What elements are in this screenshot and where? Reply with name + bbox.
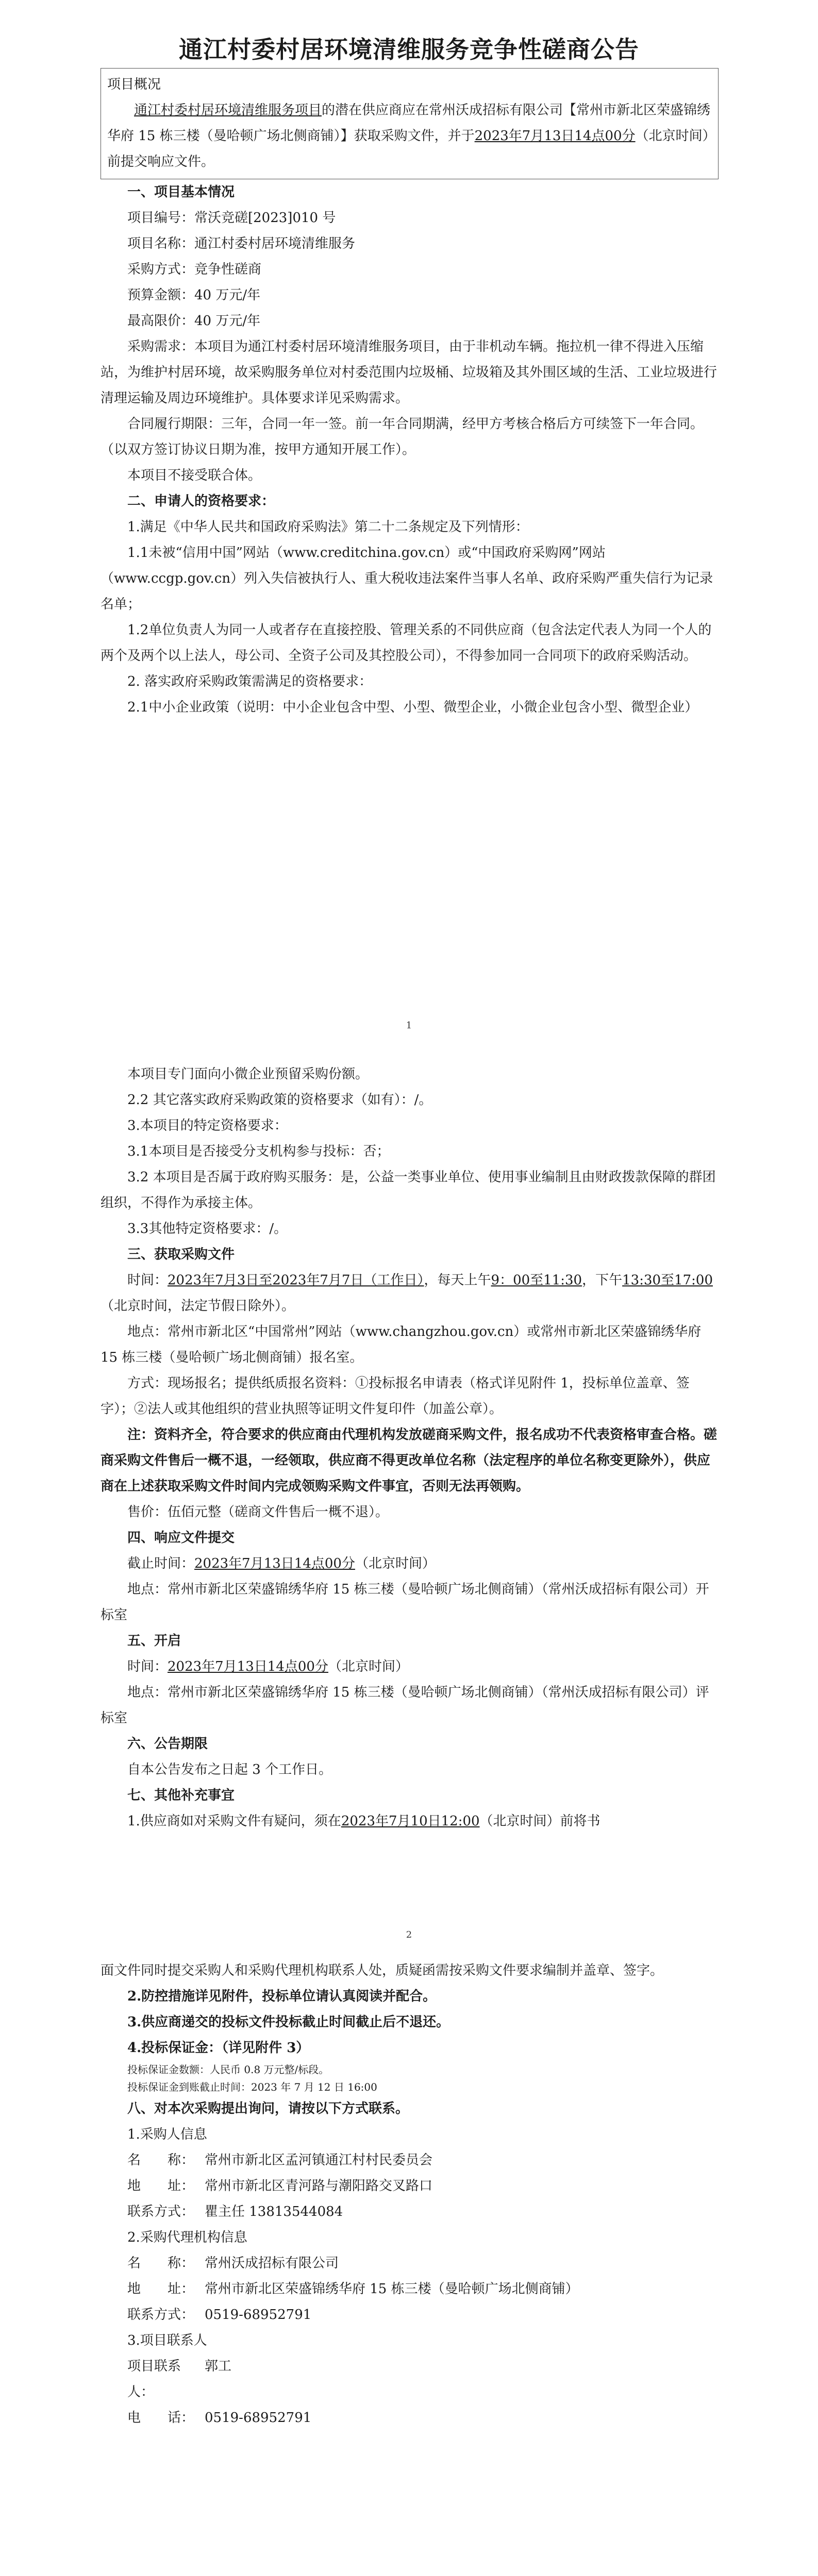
other-2: 2.防控措施详见附件，投标单位请认真阅读并配合。	[127, 1989, 437, 2004]
section-8-heading: 八、对本次采购提出询问，请按以下方式联系。	[127, 2101, 409, 2116]
section-7-heading: 七、其他补充事宜	[127, 1788, 235, 1803]
deposit-amount: 投标保证金数额：人民币 0.8 万元整/标段。	[127, 2063, 329, 2076]
page-number-2: 2	[406, 1929, 412, 1940]
obtain-time	[101, 1267, 717, 1319]
obtain-date-range: 2023年7月3日至2023年7月7日（工作日）	[168, 1273, 424, 1288]
qual-2-1-cont: 本项目专门面向小微企业预留采购份额。	[127, 1066, 369, 1082]
buyer-name: 常州市新北区孟河镇通江村村民委员会	[205, 2153, 433, 2168]
budget-amount: 预算金额：40 万元/年	[127, 287, 261, 303]
page-3	[101, 1958, 717, 2431]
page-title: 通江村委村居环境清维服务竞争性磋商公告	[179, 36, 639, 63]
notice-period: 自本公告发布之日起 3 个工作日。	[127, 1762, 332, 1777]
procurement-need: 采购需求：本项目为通江村委村居环境清维服务项目，由于非机动车辆。拖拉机一律不得进入压缩站，为维护村居环境，故采购服务单位对村委范围内垃圾桶、垃圾箱及其外围区域的生活、工业垃圾进行清理运输及周边环境维护。具体要求详见采购需求。	[101, 339, 717, 406]
page-1	[101, 31, 717, 65]
qual-2-1: 2.1中小企业政策（说明：中小企业包含中型、小型、微型企业，小微企业包含小型、微型企业）	[127, 700, 698, 715]
obtain-time-mid-1: ，每天上午	[424, 1273, 491, 1288]
section-4-heading: 四、响应文件提交	[127, 1530, 235, 1546]
procurement-method: 采购方式：竞争性磋商	[127, 262, 262, 277]
qual-2: 2. 落实政府采购政策需满足的资格要求：	[127, 674, 373, 689]
project-phone-row	[127, 2405, 717, 2431]
agency-address: 常州市新北区荣盛锦绣华府 15 栋三楼（曼哈顿广场北侧商铺）	[205, 2281, 579, 2297]
agency-info-title: 2.采购代理机构信息	[127, 2230, 247, 2245]
obtain-morning: 9：00至11:30	[491, 1273, 582, 1288]
section-2-heading: 二、申请人的资格要求：	[127, 494, 275, 509]
qual-1-1: 1.1未被“信用中国”网站（www.creditchina.gov.cn）或“中国政府采购网”网站（www.ccgp.gov.cn）列入失信被执行人、重大税收违法案件当事人名单、政府采购严重失信行为记录名单；	[101, 545, 713, 612]
other-4: 4.投标保证金：（详见附件 3）	[127, 2040, 310, 2056]
agency-name-label: 名 称：	[127, 2256, 195, 2271]
summary-heading: 项目概况	[107, 77, 161, 92]
opening-time-tz: （北京时间）	[328, 1659, 409, 1674]
agency-name: 常州沃成招标有限公司	[205, 2256, 339, 2271]
section-3-heading: 三、获取采购文件	[127, 1247, 235, 1262]
buyer-contact: 瞿主任 13813544084	[205, 2204, 343, 2219]
buyer-info-title: 1.采购人信息	[127, 2127, 207, 2142]
qual-3: 3.本项目的特定资格要求：	[127, 1118, 288, 1133]
inquiry-deadline: 2023年7月10日12:00	[341, 1814, 480, 1829]
buyer-address-label: 地 址：	[127, 2178, 195, 2194]
qual-1-2: 1.2单位负责人为同一人或者存在直接控股、管理关系的不同供应商（包含法定代表人为同一个人的两个及两个以上法人，母公司、全资子公司及其控股公司），不得参加同一合同项下的政府采购活动。	[101, 622, 712, 664]
section-1	[101, 179, 717, 720]
project-contact-label: 项目联系人：	[127, 2359, 181, 2400]
buyer-address: 常州市新北区青河路与潮阳路交叉路口	[205, 2178, 433, 2194]
summary-project-name: 通江村委村居环境清维服务项目	[134, 103, 322, 118]
project-contact-title: 3.项目联系人	[127, 2333, 207, 2348]
project-contact	[101, 2353, 717, 2431]
qual-3-2: 3.2 本项目是否属于政府购买服务：是，公益一类事业单位、使用事业编制且由财政拨款保障的群团组织，不得作为承接主体。	[101, 1170, 716, 1211]
agency-name-row	[127, 2250, 717, 2276]
obtain-time-label: 时间：	[127, 1273, 168, 1288]
other-3: 3.供应商递交的投标文件投标截止时间截止后不退还。	[127, 2014, 450, 2030]
submit-deadline	[101, 1551, 717, 1577]
section-5-heading: 五、开启	[127, 1633, 181, 1649]
summary-text	[107, 97, 712, 175]
inquiry-rule	[101, 1808, 717, 1834]
buyer-address-row	[127, 2173, 717, 2199]
qual-3-1: 3.1本项目是否接受分支机构参与投标：否；	[127, 1144, 390, 1159]
inquiry-rule-b: （北京时间）前将书	[479, 1814, 600, 1829]
project-name: 项目名称：通江村委村居环境清维服务	[127, 236, 356, 251]
opening-time	[101, 1654, 717, 1680]
qual-2-2: 2.2 其它落实政府采购政策的资格要求（如有）：/。	[127, 1092, 432, 1108]
obtain-note: 注：资料齐全，符合要求的供应商由代理机构发放磋商采购文件，报名成功不代表资格审查合格。磋商采购文件售后一概不退，一经领取，供应商不得更改单位名称（法定程序的单位名称变更除外），供应商在上述获取采购文件时间内完成领购采购文件事宜，否则无法再领购。	[101, 1427, 717, 1494]
buyer-name-label: 名 称：	[127, 2153, 195, 2168]
agency-address-row	[127, 2276, 717, 2302]
obtain-place: 地点：常州市新北区“中国常州”网站（www.changzhou.gov.cn）或常州市新北区荣盛锦绣华府 15 栋三楼（曼哈顿广场北侧商铺）报名室。	[101, 1324, 702, 1365]
max-price: 最高限价：40 万元/年	[127, 313, 261, 329]
project-number: 项目编号：常沃竞磋[2023]010 号	[127, 210, 336, 226]
document-price: 售价：伍佰元整（磋商文件售后一概不退）。	[127, 1504, 389, 1520]
agency-contact-label: 联系方式：	[127, 2307, 195, 2323]
agency-address-label: 地 址：	[127, 2281, 195, 2297]
opening-place: 地点：常州市新北区荣盛锦绣华府 15 栋三楼（曼哈顿广场北侧商铺）（常州沃成招标有限公司）评标室	[101, 1685, 709, 1726]
obtain-time-end: （北京时间，法定节假日除外）。	[101, 1298, 295, 1314]
buyer-contact-row	[127, 2199, 717, 2225]
project-contact-name: 郭工	[205, 2359, 232, 2374]
agency-info	[101, 2250, 717, 2328]
project-phone-label: 电 话：	[127, 2410, 195, 2426]
buyer-name-row	[127, 2147, 717, 2173]
summary-text-part: 的潜在供应商应在常州沃成招标有限公司【常州市新北区荣盛锦绣华府 15 栋三楼（曼哈顿广场北侧商铺）】获取采购文件，并于	[107, 103, 711, 144]
opening-time-label: 时间：	[127, 1659, 168, 1674]
page-2	[101, 1061, 717, 1834]
buyer-contact-label: 联系方式：	[127, 2204, 195, 2219]
submit-deadline-tz: （北京时间）	[355, 1556, 436, 1571]
obtain-method: 方式：现场报名；提供纸质报名资料：①投标报名申请表（格式详见附件 1，投标单位盖章、签字）；②法人或其他组织的营业执照等证明文件复印件（加盖公章）。	[101, 1376, 690, 1417]
page-number-1: 1	[406, 1020, 412, 1031]
consortium-note: 本项目不接受联合体。	[127, 468, 262, 483]
qual-3-3: 3.3其他特定资格要求：/。	[127, 1221, 288, 1236]
opening-time-value: 2023年7月13日14点00分	[168, 1659, 328, 1674]
project-summary-box	[101, 68, 719, 179]
submit-deadline-label: 截止时间：	[127, 1556, 195, 1571]
qual-1: 1.满足《中华人民共和国政府采购法》第二十二条规定及下列情形：	[127, 519, 529, 535]
contract-period: 合同履行期限：三年，合同一年一签。前一年合同期满，经甲方考核合格后方可续签下一年合同。（以双方签订协议日期为准，按甲方通知开展工作）。	[101, 416, 704, 457]
inquiry-rule-cont: 面文件同时提交采购人和采购代理机构联系人处，质疑函需按采购文件要求编制并盖章、签字。	[101, 1963, 664, 1978]
buyer-info	[101, 2147, 717, 2225]
inquiry-rule-a: 1.供应商如对采购文件有疑问，须在	[127, 1814, 341, 1829]
project-phone: 0519-68952791	[205, 2410, 312, 2426]
summary-deadline: 2023年7月13日14点00分	[474, 128, 636, 144]
submit-place: 地点：常州市新北区荣盛锦绣华府 15 栋三楼（曼哈顿广场北侧商铺）（常州沃成招标有限公司）开标室	[101, 1582, 709, 1623]
obtain-afternoon: 13:30至17:00	[622, 1273, 713, 1288]
summary-text-end: （北京时间）前提交响应文件。	[107, 128, 709, 170]
deposit-deadline: 投标保证金到账截止时间：2023 年 7 月 12 日 16:00	[127, 2081, 377, 2093]
agency-contact: 0519-68952791	[205, 2307, 312, 2323]
agency-contact-row	[127, 2302, 717, 2328]
section-1-heading: 一、项目基本情况	[127, 184, 235, 200]
project-contact-row	[127, 2353, 717, 2405]
section-6-heading: 六、公告期限	[127, 1736, 208, 1752]
submit-deadline-value: 2023年7月13日14点00分	[194, 1556, 355, 1571]
obtain-time-mid-2: ，下午	[582, 1273, 623, 1288]
